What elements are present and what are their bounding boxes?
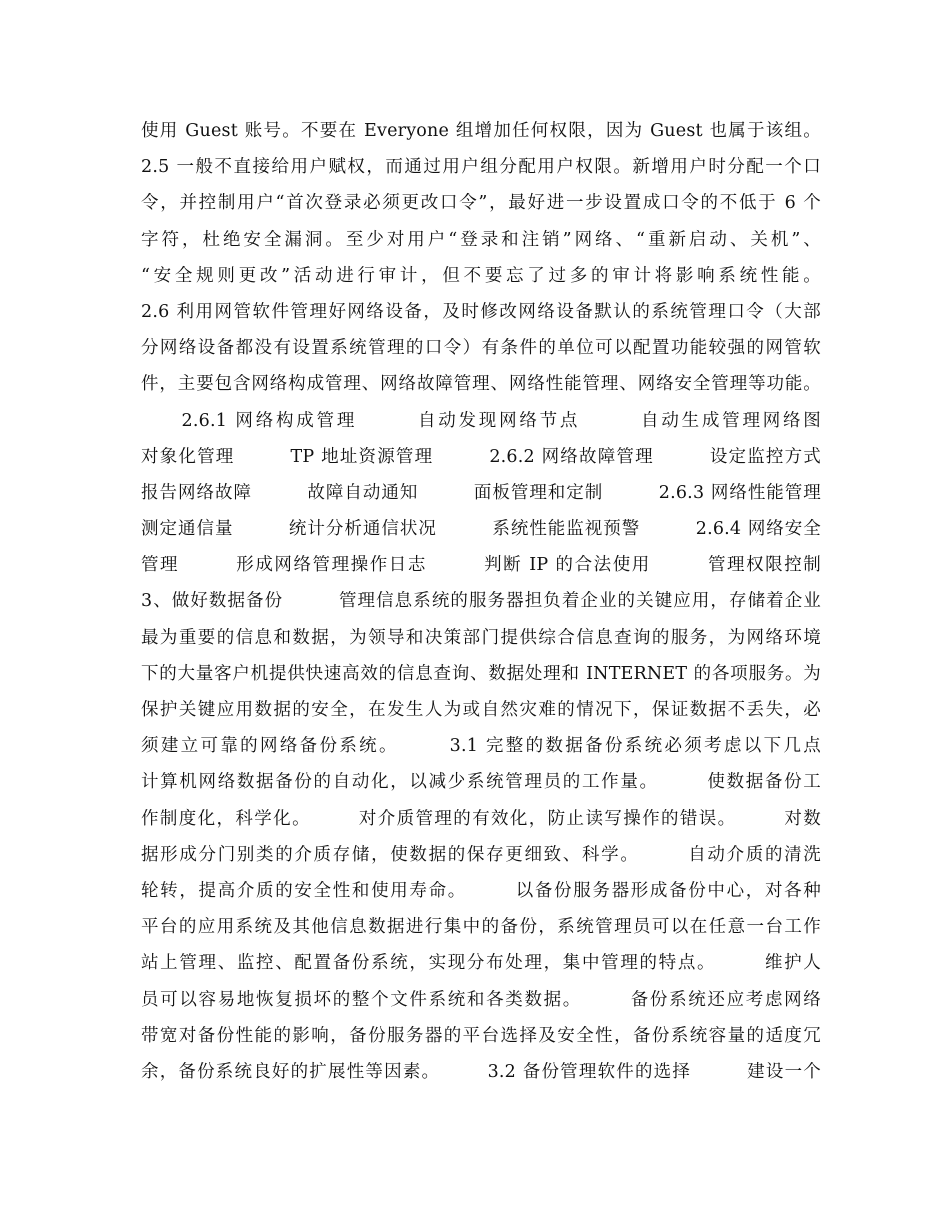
text-line: 平台的应用系统及其他信息数据进行集中的备份，系统管理员可以在任意一台工作 — [141, 917, 821, 938]
text-line: 站上管理、监控、配置备份系统，实现分布处理，集中管理的特点。 维护人 — [141, 953, 821, 974]
text-line: 管理 形成网络管理操作日志 判断 IP 的合法使用 管理权限控制 — [141, 555, 821, 576]
text-line: 分网络设备都没有设置系统管理的口令）有条件的单位可以配置功能较强的网管软 — [141, 338, 821, 359]
text-line: 保护关键应用数据的安全，在发生人为或自然灾难的情况下，保证数据不丢失，必 — [141, 700, 821, 720]
text-line: 员可以容易地恢复损坏的整个文件系统和各类数据。 备份系统还应考虑网络 — [141, 989, 821, 1010]
text-line: 2.6 利用网管软件管理好网络设备，及时修改网络设备默认的系统管理口令（大部 — [141, 301, 821, 322]
text-line: 最为重要的信息和数据，为领导和决策部门提供综合信息查询的服务，为网络环境 — [141, 627, 821, 648]
text-line: 令，并控制用户“首次登录必须更改口令”，最好进一步设置成口令的不低于 6 个 — [141, 193, 821, 214]
text-line: 对象化管理 TP 地址资源管理 2.6.2 网络故障管理 设定监控方式 — [141, 446, 821, 467]
text-line: 字符，杜绝安全漏洞。至少对用户“登录和注销”网络、“重新启动、关机”、 — [141, 229, 821, 250]
text-line: 计算机网络数据备份的自动化，以减少系统管理员的工作量。 使数据备份工 — [141, 772, 821, 793]
text-line: 须建立可靠的网络备份系统。 3.1 完整的数据备份系统必须考虑以下几点 — [141, 736, 821, 757]
text-line: 据形成分门别类的介质存储，使数据的保存更细致、科学。 自动介质的清洗 — [141, 844, 821, 865]
text-line: “安全规则更改”活动进行审计，但不要忘了过多的审计将影响系统性能。 — [141, 265, 821, 286]
text-line: 件，主要包含网络构成管理、网络故障管理、网络性能管理、网络安全管理等功能。 — [141, 374, 821, 395]
text-line: 下的大量客户机提供快速高效的信息查询、数据处理和 INTERNET 的各项服务。为 — [141, 663, 821, 684]
text-line: 报告网络故障 故障自动通知 面板管理和定制 2.6.3 网络性能管理 — [141, 482, 821, 503]
text-line: 2.5 一般不直接给用户赋权，而通过用户组分配用户权限。新增用户时分配一个口 — [141, 157, 821, 178]
text-line: 2.6.1 网络构成管理 自动发现网络节点 自动生成管理网络图 — [141, 410, 821, 431]
text-line: 余，备份系统良好的扩展性等因素。 3.2 备份管理软件的选择 建设一个 — [141, 1061, 821, 1082]
body-text — [141, 113, 821, 1090]
text-line: 3、做好数据备份 管理信息系统的服务器担负着企业的关键应用，存储着企业 — [141, 591, 821, 612]
text-line: 使用 Guest 账号。不要在 Everyone 组增加任何权限，因为 Guest 也属于该组。 — [141, 121, 821, 141]
text-line: 测定通信量 统计分析通信状况 系统性能监视预警 2.6.4 网络安全 — [141, 519, 821, 540]
text-line: 轮转，提高介质的安全性和使用寿命。 以备份服务器形成备份中心，对各种 — [141, 880, 821, 901]
text-line: 带宽对备份性能的影响，备份服务器的平台选择及安全性，备份系统容量的适度冗 — [141, 1025, 821, 1046]
text-line: 作制度化，科学化。 对介质管理的有效化，防止读写操作的错误。 对数 — [141, 808, 821, 829]
